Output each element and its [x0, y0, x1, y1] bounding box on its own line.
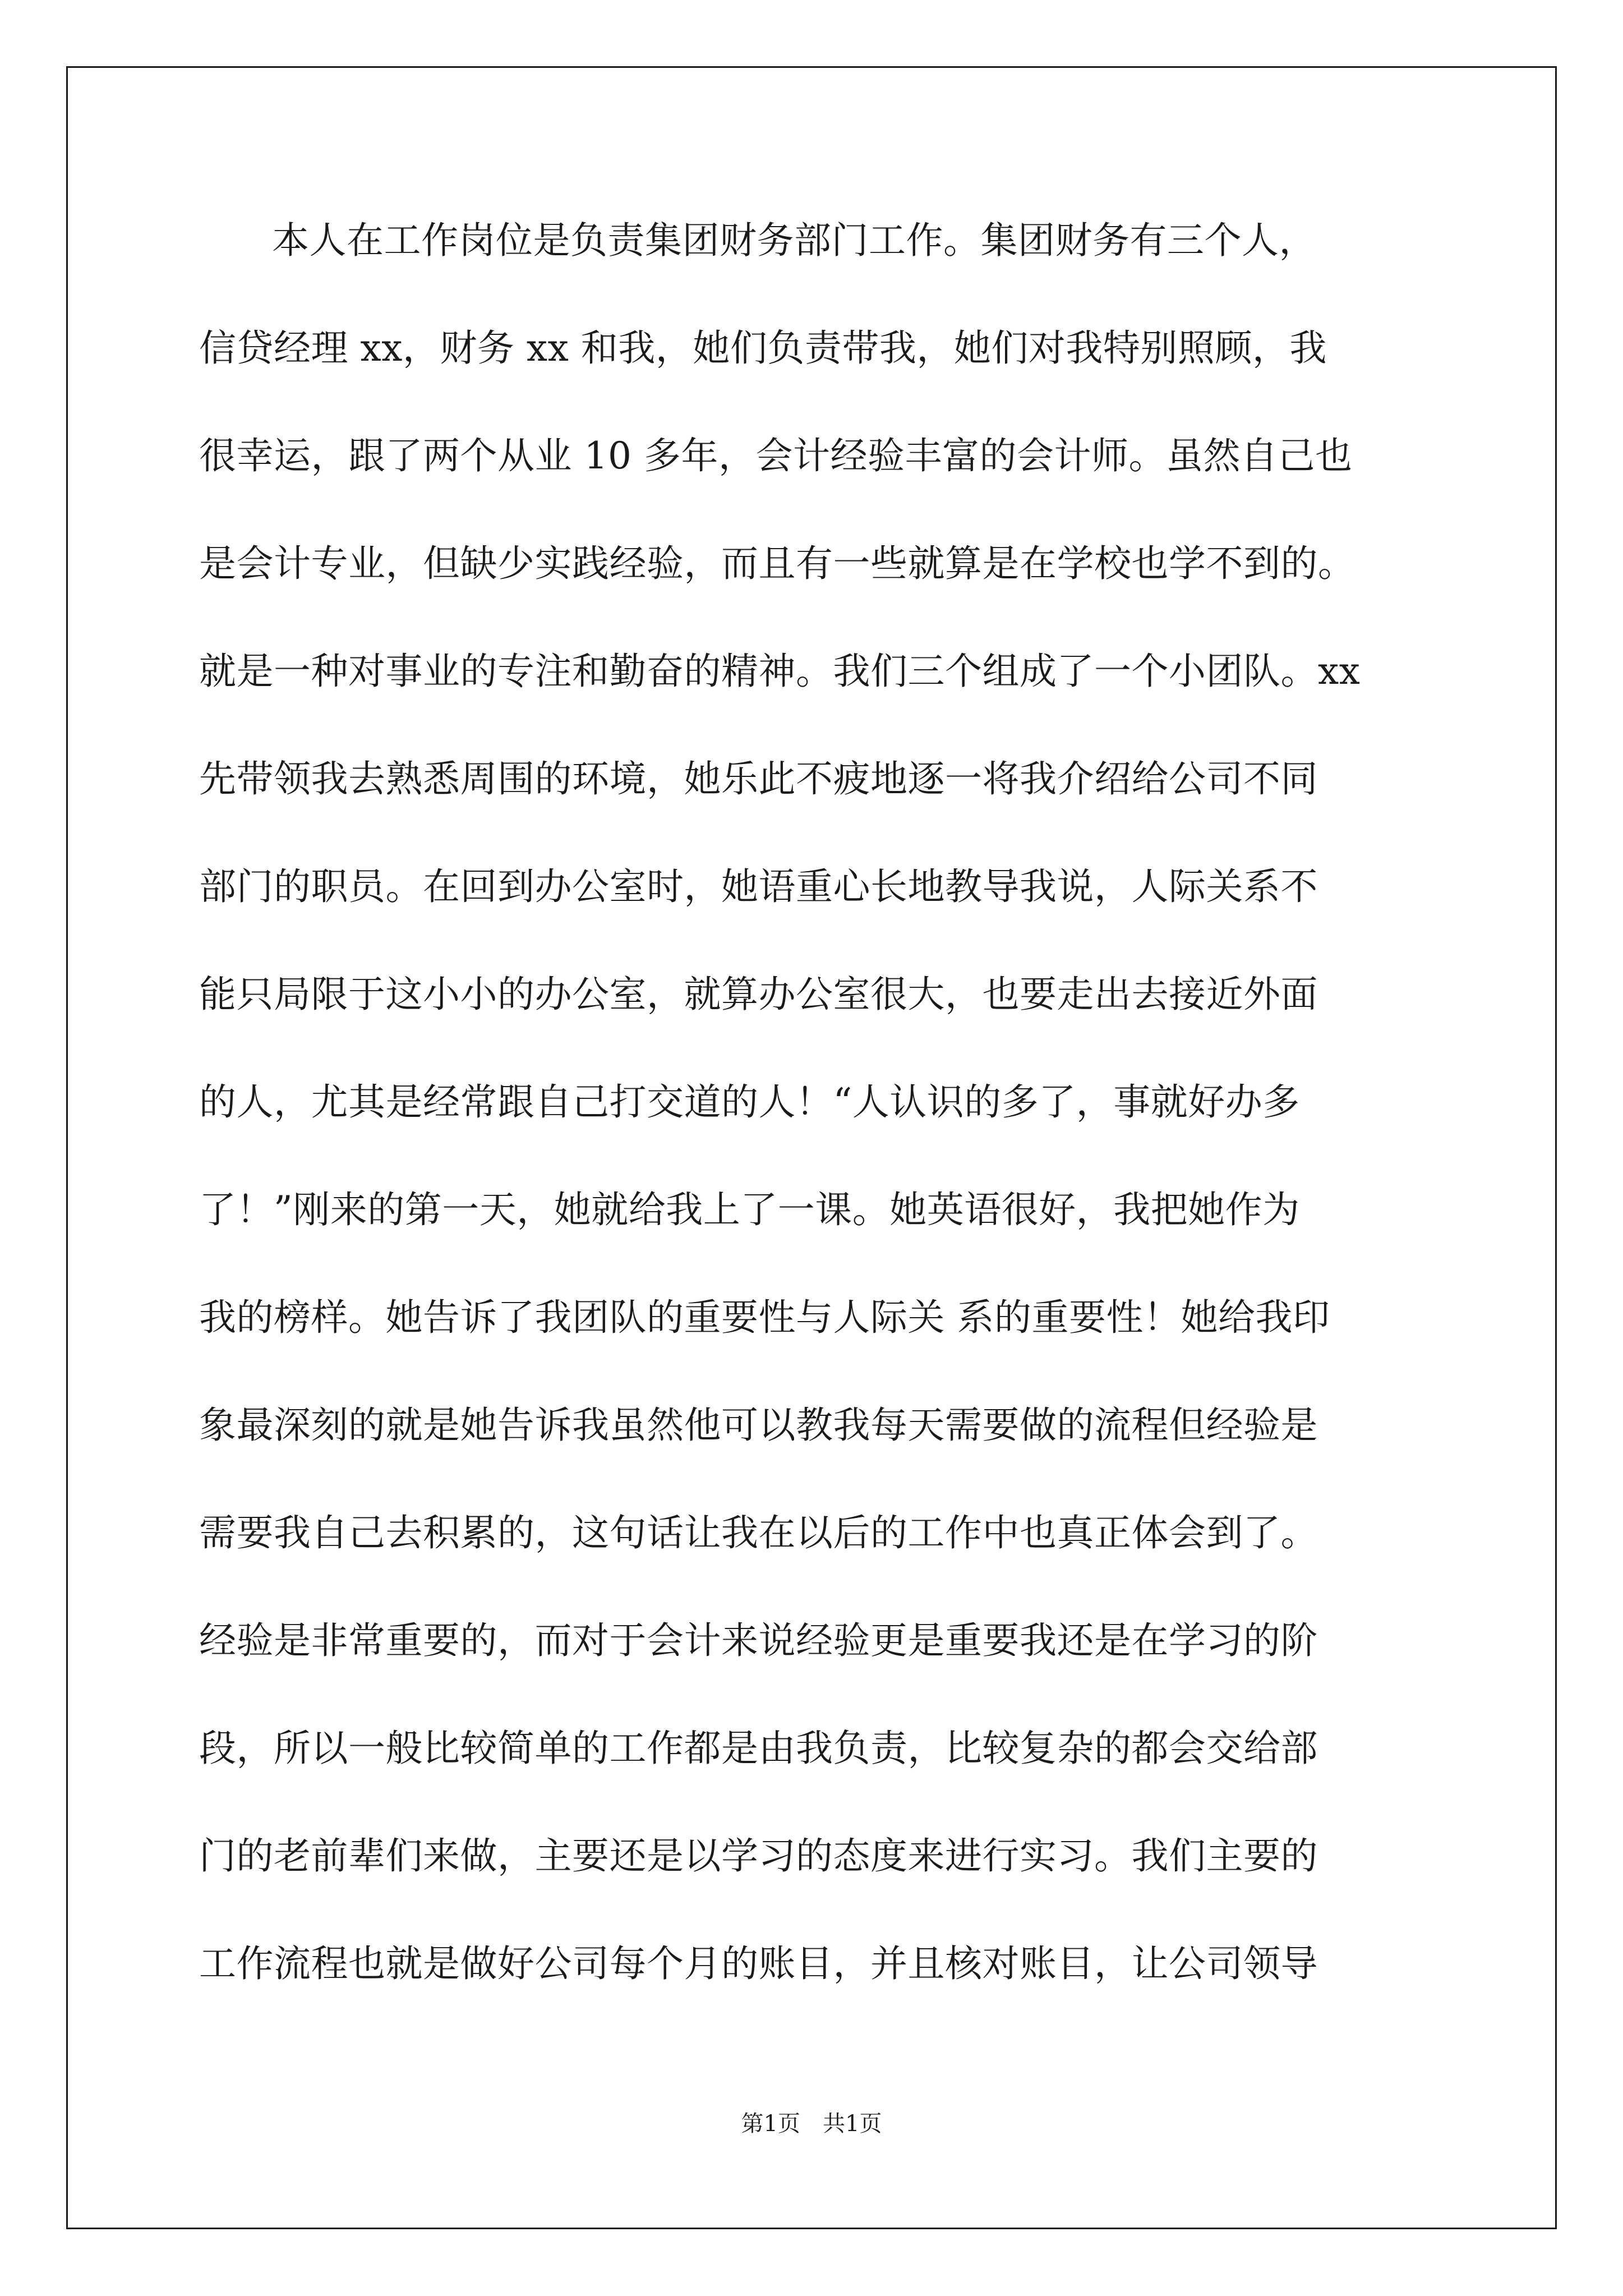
text-line-6: 先带领我去熟悉周围的环境，她乐此不疲地逐一将我介绍给公司不同: [199, 757, 1318, 800]
text-line-2: 信贷经理 xx，财务 xx 和我，她们负责带我，她们对我特别照顾，我: [199, 326, 1327, 370]
document-body: [199, 220, 1433, 2051]
text-line-4: 是会计专业，但缺少实践经验，而且有一些就算是在学校也学不到的。: [199, 542, 1355, 585]
text-line-13: 需要我自己去积累的，这句话让我在以后的工作中也真正体会到了。: [199, 1511, 1318, 1554]
text-line-3: 很幸运，跟了两个从业 10 多年，会计经验丰富的会计师。虽然自己也: [199, 434, 1353, 477]
text-line-5: 就是一种对事业的专注和勤奋的精神。我们三个组成了一个小团队。xx: [199, 650, 1361, 693]
text-line-9: 的人，尤其是经常跟自己打交道的人！“人认识的多了，事就好办多: [199, 1080, 1300, 1124]
text-line-8: 能只局限于这小小的办公室，就算办公室很大，也要走出去接近外面: [199, 973, 1318, 1016]
page-footer: 第1页 共1页: [741, 2111, 882, 2137]
text-line-1: 本人在工作岗位是负责集团财务部门工作。集团财务有三个人，: [272, 219, 1316, 262]
text-line-17: 工作流程也就是做好公司每个月的账目，并且核对账目，让公司领导: [199, 1942, 1318, 1985]
text-line-14: 经验是非常重要的，而对于会计来说经验更是重要我还是在学习的阶: [199, 1619, 1318, 1662]
text-line-7: 部门的职员。在回到办公室时，她语重心长地教导我说，人际关系不: [199, 865, 1318, 908]
text-line-16: 门的老前辈们来做，主要还是以学习的态度来进行实习。我们主要的: [199, 1834, 1318, 1878]
text-line-15: 段，所以一般比较简单的工作都是由我负责，比较复杂的都会交给部: [199, 1727, 1318, 1770]
text-line-12: 象最深刻的就是她告诉我虽然他可以教我每天需要做的流程但经验是: [199, 1404, 1318, 1447]
text-line-11: 我的榜样。她告诉了我团队的重要性与人际关 系的重要性！她给我印: [199, 1296, 1330, 1339]
text-line-10: 了！”刚来的第一天，她就给我上了一课。她英语很好，我把她作为: [199, 1188, 1300, 1231]
